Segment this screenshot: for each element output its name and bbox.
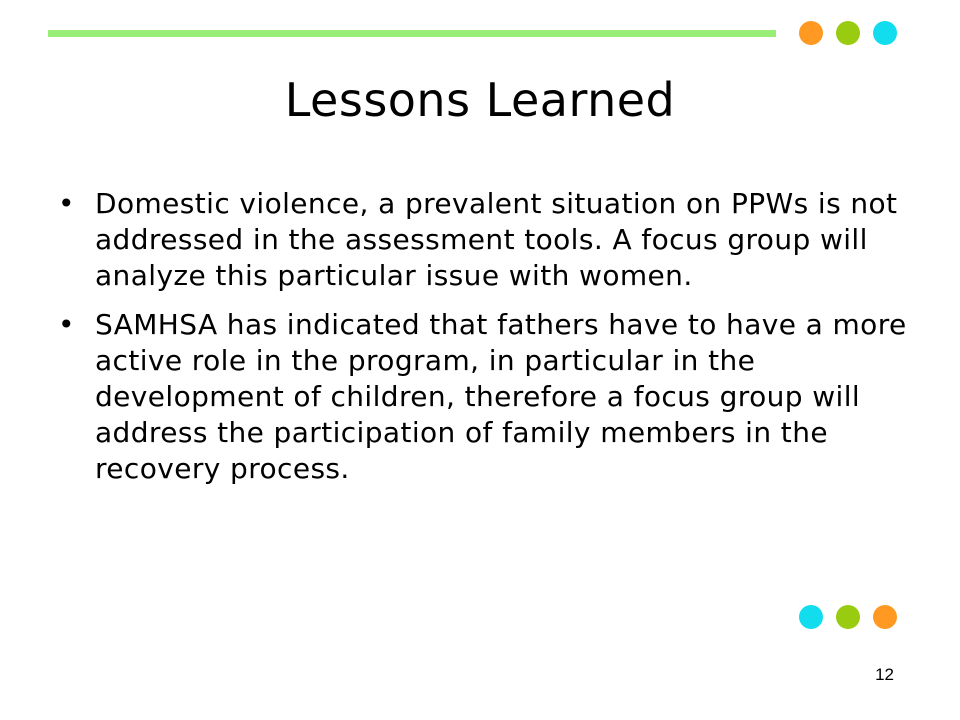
bullet-marker: •	[58, 308, 75, 341]
green-dot-icon	[836, 21, 860, 45]
orange-dot-icon	[873, 605, 897, 629]
top-dot-group	[799, 21, 897, 45]
bottom-dot-group	[799, 605, 897, 629]
bullet-list	[58, 186, 908, 500]
top-accent-rule	[48, 30, 776, 37]
cyan-dot-icon	[799, 605, 823, 629]
green-dot-icon	[836, 605, 860, 629]
bullet-text: Domestic violence, a prevalent situation on PPWs is not addressed in the assessment tools. A focus group will analyze this particular issue with women.	[95, 187, 898, 292]
page-number: 12	[875, 665, 894, 684]
bullet-marker: •	[58, 187, 75, 220]
slide-title: Lessons Learned	[284, 73, 676, 127]
cyan-dot-icon	[873, 21, 897, 45]
bullet-text: SAMHSA has indicated that fathers have to have a more active role in the program, in particular in the development of children, therefore a focus group will address the participation of family members in the recovery process.	[95, 308, 907, 485]
bullet-item	[58, 307, 908, 487]
bullet-item	[58, 186, 908, 294]
orange-dot-icon	[799, 21, 823, 45]
